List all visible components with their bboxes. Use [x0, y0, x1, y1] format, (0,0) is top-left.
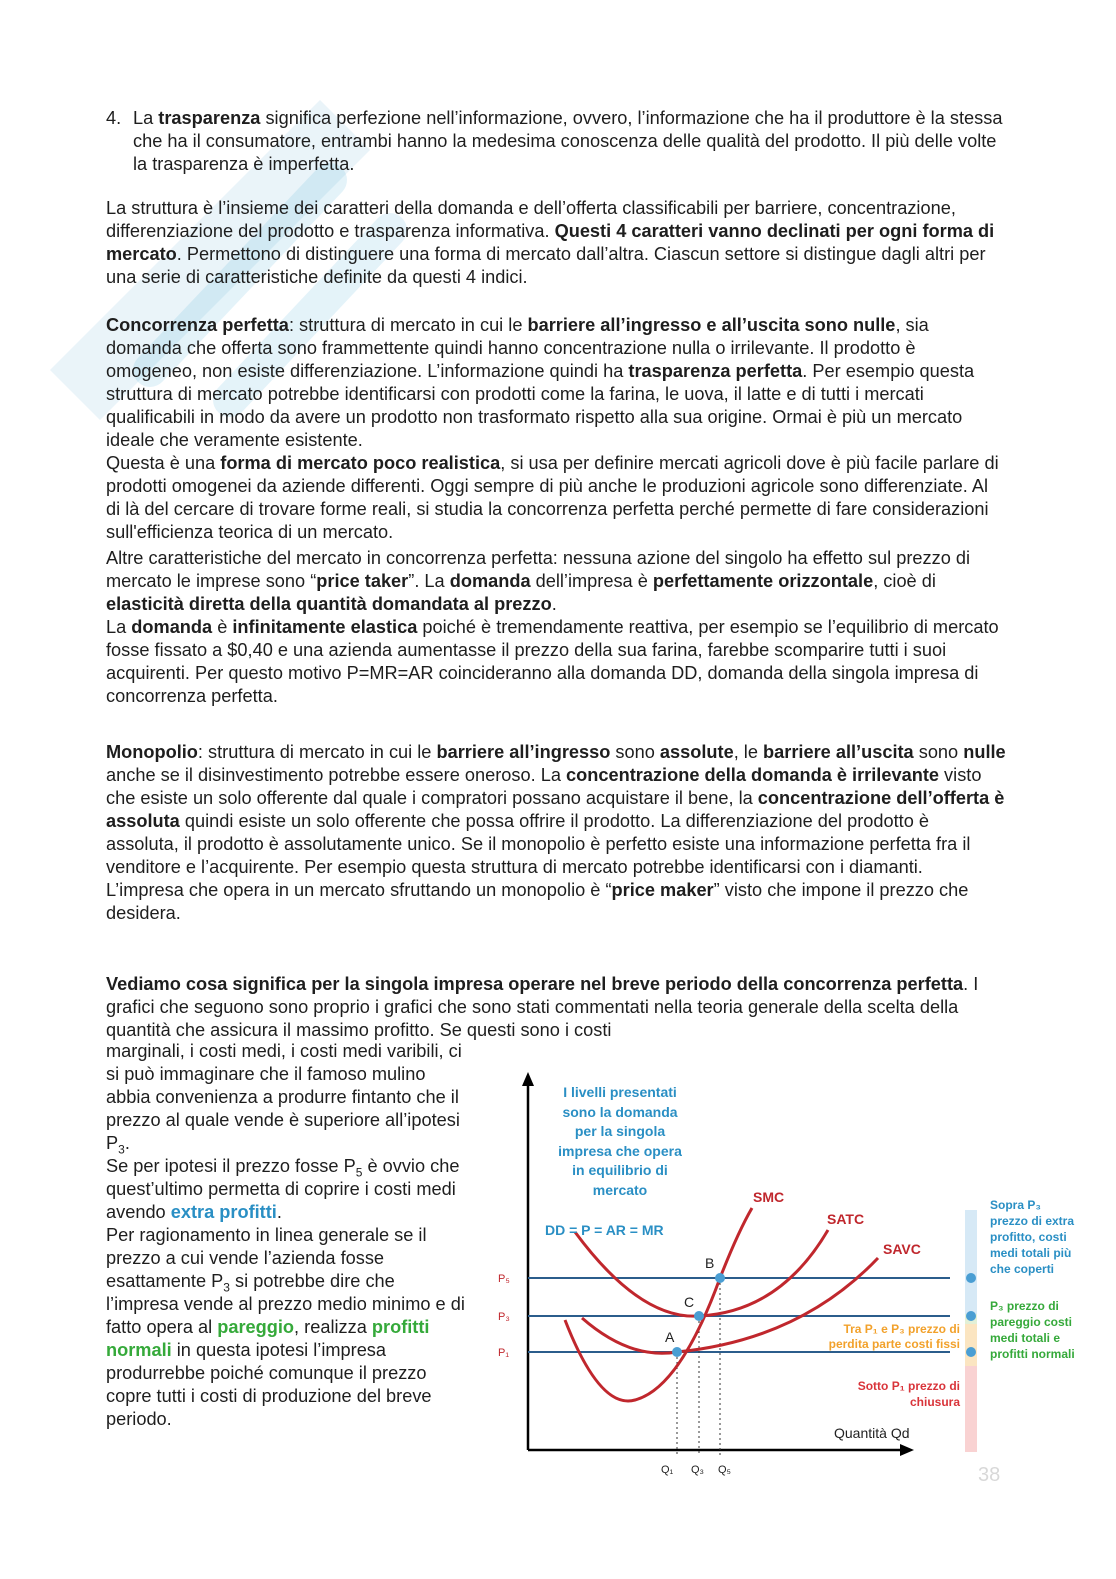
p5-label: P₅: [498, 1273, 510, 1285]
legend-bar-chiusura: [965, 1366, 977, 1452]
point-a: [672, 1347, 682, 1357]
list-text: La trasparenza significa perfezione nell’informazione, ovvero, l’informazione che ha il produttore è la stessa che ha il consumatore, entrambi hanno la medesima conoscenza delle qualità del prodotto. Il più delle volte la trasparenza è imperfetta.: [133, 108, 1003, 174]
paragraph-concorrenza-1: Concorrenza perfetta: struttura di mercato in cui le barriere all’ingresso e all’uscita sono nulle, sia domanda che offerta sono frammettente quindi hanno concentrazione nulla o irrilevante. Il prodotto è omogeneo, non esiste differenziazione. L’informazione quindi ha trasparenza perfetta. Per esempio questa struttura di mercato potrebbe identificarsi con prodotti come la farina, le uova, il latte e di tutti i mercati qualificabili in modo da avere un prodotto non trasformato rispetto alla sua origine. Ormai è più un mercato ideale che veramente esistente.: [106, 315, 975, 450]
paragraph-concorrenza-2: Questa è una forma di mercato poco realistica, si usa per definire mercati agricoli dove è più facile parlare di prodotti omogenei da aziende differenti. Oggi sempre di più anche le produzioni agricole sono differenziate. Al di là del cercare di trovare forme reali, si studia la concorrenza perfetta perché permette di fare considerazioni sull'efficienza teorica di un mercato.: [106, 453, 999, 542]
svg-text:per la singola: per la singola: [574, 1123, 666, 1139]
svg-text:medi totali e: medi totali e: [990, 1331, 1061, 1345]
legend-dot-p3: [966, 1311, 976, 1321]
legend-dot-p5: [966, 1273, 976, 1283]
paragraph-struttura: La struttura è l’insieme dei caratteri della domanda e dell’offerta classificabili per barriere, concentrazione, differenziazione del prodotto e trasparenza informativa. Questi 4 caratteri vanno declinati per ogni forma di mercato. Permettono di distinguere una forma di mercato dall’altra. Ciascun settore si distingue dagli altri per una serie di caratteristiche definite da questi 4 indici.: [106, 198, 995, 287]
svg-text:medi totali più: medi totali più: [990, 1246, 1072, 1260]
label-sotto-p1: [858, 1379, 961, 1409]
list-number: 4.: [106, 108, 122, 128]
dd-label: DD = P = AR = MR: [545, 1222, 664, 1238]
point-b-label: B: [705, 1255, 715, 1271]
svg-text:sono la domanda: sono la domanda: [562, 1104, 678, 1120]
paragraph-monopolio-2: L’impresa che opera in un mercato sfruttando un monopolio è “price maker” visto che impone il prezzo che desidera.: [106, 880, 969, 923]
svg-text:Sopra P₃: Sopra P₃: [990, 1198, 1041, 1212]
point-c: [694, 1311, 704, 1321]
svg-text:chiusura: chiusura: [909, 1395, 960, 1409]
satc-label: SATC: [827, 1211, 865, 1227]
svg-text:perdita parte costi fissi: perdita parte costi fissi: [828, 1337, 960, 1351]
page-number: 38: [978, 1464, 1001, 1486]
legend-bar-perdita: [965, 1324, 977, 1366]
svg-text:che coperti: che coperti: [990, 1262, 1055, 1276]
svg-text:mercato: mercato: [592, 1182, 648, 1198]
cost-curves-diagram: [490, 1070, 1100, 1510]
legend-p3-pareggio: [990, 1299, 1075, 1361]
svg-text:profitti normali: profitti normali: [990, 1347, 1075, 1361]
paragraph-p5: Se per ipotesi il prezzo fosse $P_5$ è ovvio che quest’ultimo permetta di coprire i costi medi avendo extra profitti.: [106, 1156, 460, 1222]
section-monopolio: [106, 741, 1006, 925]
paragraph-monopolio-1: Monopolio: struttura di mercato in cui le barriere all’ingresso sono assolute, le barriere all’uscita sono nulle anche se il disinvestimento potrebbe essere oneroso. La concentrazione della domanda è irrilevante visto che esiste un solo offerente dal quale i compratori possano acquistare il bene, la concentrazione dell’offerta è assoluta quindi esiste un solo offerente che possa offrire il prodotto. La differenziazione del prodotto è assoluta, il prodotto è assolutamente unico. Se il monopolio è perfetto esiste una informazione perfetta fra il venditore e l’acquirente. Per esempio questa struttura di mercato potrebbe identificarsi con i diamanti.: [106, 742, 1006, 877]
label-tra-p1-p3: [829, 1322, 960, 1351]
legend-bar-extra: [965, 1210, 977, 1320]
legend-sopra-p3: [990, 1198, 1074, 1276]
svg-text:I livelli presentati: I livelli presentati: [563, 1084, 677, 1100]
p1-label: P₁: [498, 1347, 510, 1359]
svg-text:pareggio costi: pareggio costi: [990, 1315, 1073, 1329]
q3-label: Q₃: [691, 1464, 705, 1476]
x-axis-label: Quantità Qd: [834, 1425, 910, 1441]
x-axis-arrow-icon: [900, 1444, 914, 1456]
svg-text:profitto, costi: profitto, costi: [990, 1230, 1067, 1244]
svg-text:impresa che opera: impresa che opera: [558, 1143, 682, 1159]
svg-text:Sotto P₁ prezzo di: Sotto P₁ prezzo di: [857, 1379, 960, 1393]
y-axis-arrow-icon: [522, 1072, 534, 1086]
p3-label: P₃: [498, 1311, 510, 1323]
left-column-text: [106, 1040, 466, 1431]
smc-label: SMC: [753, 1189, 785, 1205]
q1-label: Q₁: [661, 1464, 674, 1476]
svg-text:Tra P₁ e P₃ prezzo di: Tra P₁ e P₃ prezzo di: [843, 1322, 960, 1336]
svg-text:in equilibrio di: in equilibrio di: [572, 1162, 668, 1178]
section-concorrenza-perfetta: [106, 314, 1006, 708]
svg-text:P₃ prezzo di: P₃ prezzo di: [990, 1299, 1059, 1313]
point-b: [715, 1273, 725, 1283]
savc-label: SAVC: [883, 1241, 921, 1257]
paragraph-breve-periodo: Vediamo cosa significa per la singola impresa operare nel breve periodo della concorrenza perfetta. I grafici che seguono sono proprio i grafici che sono stati commentati nella teoria generale della scelta della quantità che assicura il massimo profitto. Se questi sono i costi: [106, 974, 979, 1040]
paragraph-costi: marginali, i costi medi, i costi medi varibili, ci si può immaginare che il famoso mulino abbia convenienza a produrre fintanto che il prezzo al quale vende è superiore all’ipotesi $P_3$.: [106, 1041, 462, 1157]
satc-curve: [575, 1230, 828, 1316]
graph-note: [558, 1084, 682, 1198]
paragraph-concorrenza-3: Altre caratteristiche del mercato in concorrenza perfetta: nessuna azione del singolo ha effetto sul prezzo di mercato le imprese sono “price taker”. La domanda dell’impresa è perfettamente orizzontale, cioè di elasticità diretta della quantità domandata al prezzo.: [106, 548, 971, 614]
point-a-label: A: [665, 1329, 675, 1345]
point-c-label: C: [684, 1294, 695, 1310]
paragraph-concorrenza-4: La domanda è infinitamente elastica poiché è tremendamente reattiva, per esempio se l’equilibrio di mercato fosse fissato a $0,40 e una azienda aumentasse il prezzo della sua farina, farebbe scomparire tutti i suoi acquirenti. Per questo motivo P=MR=AR coincideranno alla domanda DD, domanda della singola impresa di concorrenza perfetta.: [106, 617, 999, 706]
q5-label: Q₅: [718, 1464, 731, 1476]
svg-text:prezzo di extra: prezzo di extra: [990, 1214, 1075, 1228]
legend-dot-p1: [966, 1347, 976, 1357]
paragraph-p3: Per ragionamento in linea generale se il prezzo a cui vende l’azienda fosse esattamente $P_3$ si potrebbe dire che l’impresa vende al prezzo medio minimo e di fatto opera al pareggio, realizza profitti normali in questa ipotesi l’impresa produrrebbe poiché comunque il prezzo copre tutti i costi di produzione del breve periodo.: [106, 1225, 465, 1429]
